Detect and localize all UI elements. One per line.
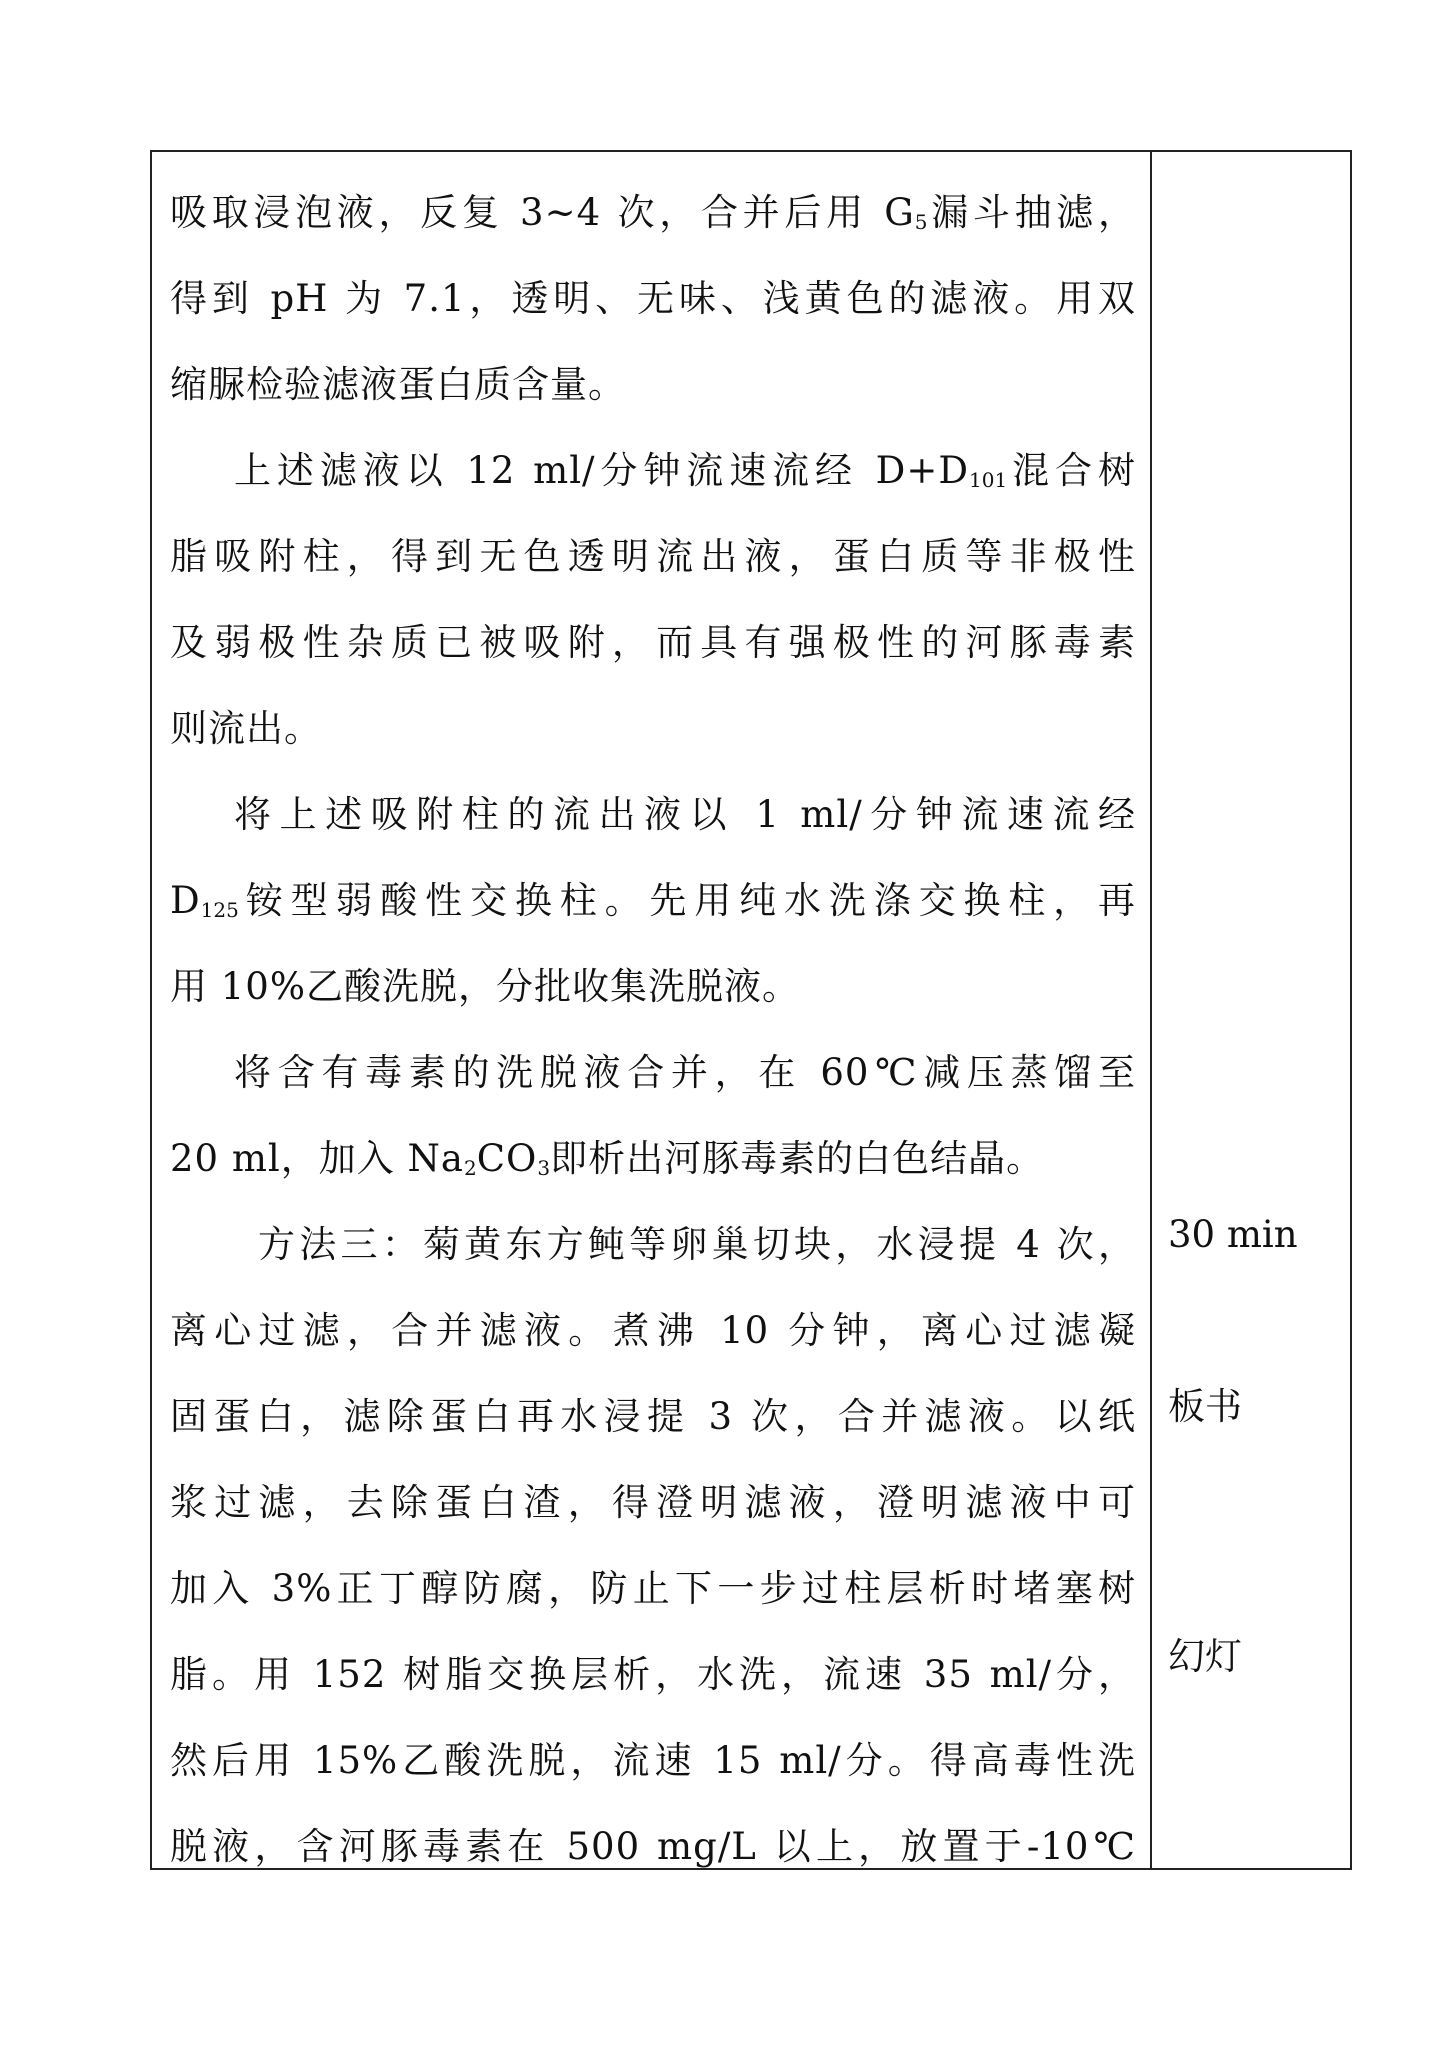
text-line: 固蛋白，滤除蛋白再水浸提 3 次，合并滤液。以纸: [170, 1395, 1136, 1438]
time-note: 30 min: [1168, 1213, 1298, 1256]
text-line: [170, 858, 1136, 944]
text-segment: 吸取浸泡液，反复 3~4 次，合并后用 G: [170, 191, 915, 234]
side-notes-column: [1152, 152, 1350, 1868]
text-segment: D: [170, 879, 201, 922]
text-line: [170, 428, 1136, 514]
text-line: 将上述吸附柱的流出液以 1 ml/分钟流速流经: [234, 793, 1136, 836]
text-line: 用 10%乙酸洗脱，分批收集洗脱液。: [170, 965, 800, 1008]
text-line: 然后用 15%乙酸洗脱，流速 15 ml/分。得高毒性洗: [170, 1739, 1136, 1782]
text-segment: CO: [476, 1137, 538, 1180]
subscript: 5: [914, 210, 928, 234]
blackboard-note: 板书: [1168, 1385, 1242, 1428]
subscript: 3: [537, 1156, 551, 1180]
text-segment: 上述滤液以 12 ml/分钟流速流经 D+D: [234, 449, 970, 492]
text-line: [170, 170, 1136, 256]
main-text-column: [152, 152, 1152, 1868]
subscript: 2: [463, 1156, 477, 1180]
text-segment: 即析出河豚毒素的白色结晶。: [550, 1137, 1045, 1180]
content-table: [150, 150, 1352, 1870]
text-segment: 漏斗抽滤，: [927, 191, 1136, 234]
text-line: 浆过滤，去除蛋白渣，得澄明滤液，澄明滤液中可: [170, 1481, 1136, 1524]
text-line: 脱液，含河豚毒素在 500 mg/L 以上，放置于-10℃: [170, 1825, 1136, 1868]
text-line: [170, 1116, 1136, 1202]
subscript: 125: [200, 898, 239, 922]
text-line: 及弱极性杂质已被吸附，而具有强极性的河豚毒素: [170, 621, 1136, 664]
text-line: 离心过滤，合并滤液。煮沸 10 分钟，离心过滤凝: [170, 1309, 1136, 1352]
text-line: 将含有毒素的洗脱液合并，在 60℃减压蒸馏至: [234, 1051, 1136, 1094]
text-segment: 20 ml，加入 Na: [170, 1137, 464, 1180]
text-line: 得到 pH 为 7.1，透明、无味、浅黄色的滤液。用双: [170, 277, 1136, 320]
text-line: 缩脲检验滤液蛋白质含量。: [170, 363, 626, 406]
text-line: 加入 3%正丁醇防腐，防止下一步过柱层析时堵塞树: [170, 1567, 1136, 1610]
slides-note: 幻灯: [1168, 1635, 1242, 1678]
text-line: 则流出。: [170, 707, 322, 750]
text-line: 方法三：菊黄东方鲀等卵巢切块，水浸提 4 次，: [258, 1223, 1136, 1266]
text-line: 脂吸附柱，得到无色透明流出液，蛋白质等非极性: [170, 535, 1136, 578]
subscript: 101: [969, 468, 1008, 492]
text-segment: 混合树: [1007, 449, 1136, 492]
text-segment: 铵型弱酸性交换柱。先用纯水洗涤交换柱，再: [238, 879, 1136, 922]
text-line: 脂。用 152 树脂交换层析，水洗，流速 35 ml/分，: [170, 1653, 1136, 1696]
